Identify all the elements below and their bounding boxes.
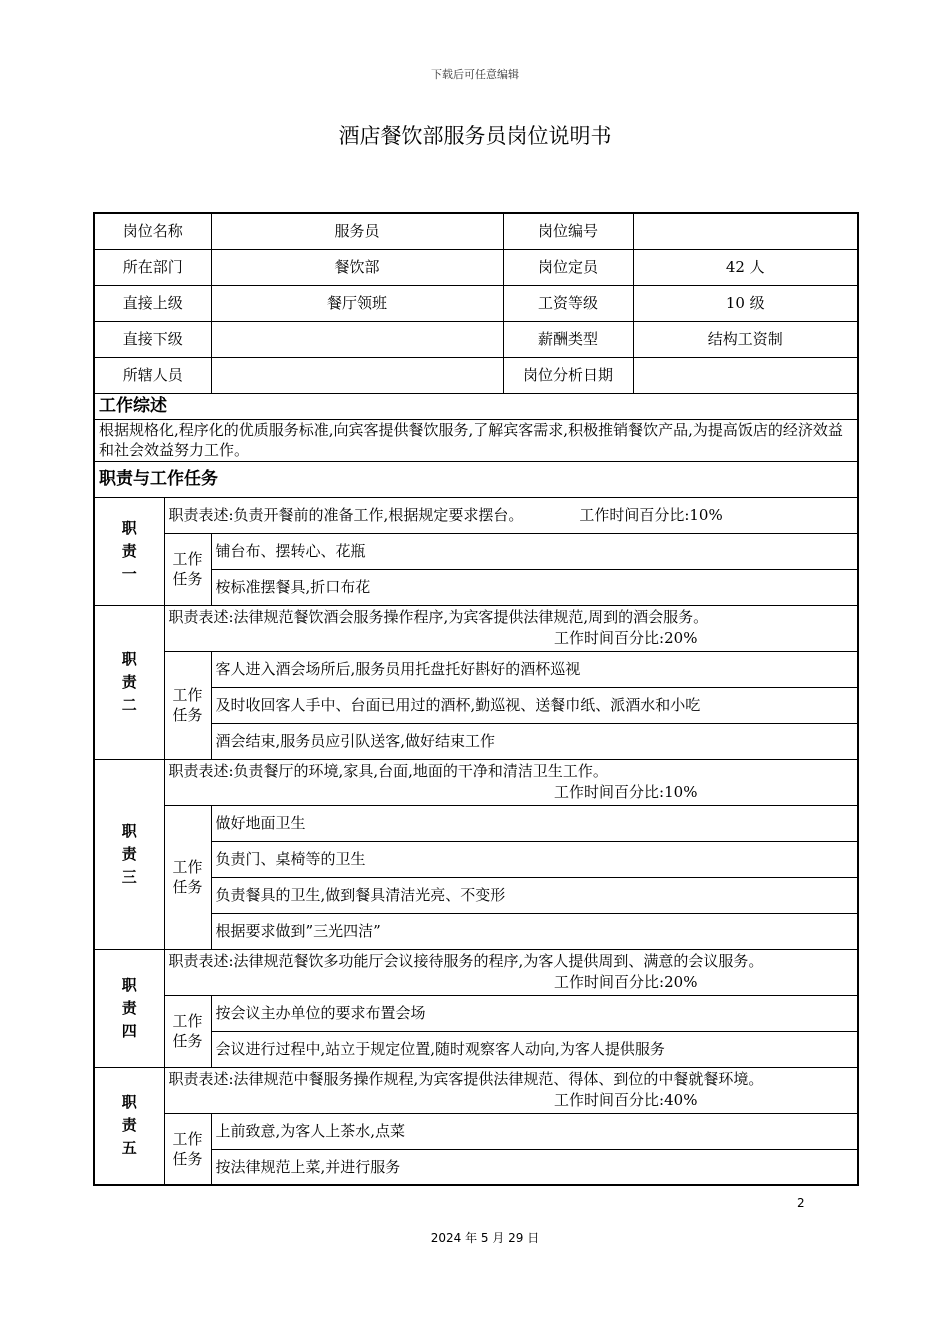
task-item: 上前致意,为客人上茶水,点菜 [211, 1113, 858, 1149]
duty-label: 职责一 [94, 497, 164, 605]
info-label: 岗位定员 [503, 249, 633, 285]
info-row [94, 285, 858, 321]
duty-description-row [94, 949, 858, 995]
duty-time-percent: 工作时间百分比:20% [554, 973, 698, 991]
duty-label: 职责二 [94, 605, 164, 759]
info-label: 岗位名称 [94, 213, 211, 249]
summary-text: 根据规格化,程序化的优质服务标准,向宾客提供餐饮服务,了解宾客需求,积极推销餐饮产品,为提高饭店的经济效益和社会效益努力工作。 [94, 419, 858, 461]
duties-heading: 职责与工作任务 [94, 461, 858, 497]
duty-description: 职责表述:法律规范餐饮酒会服务操作程序,为宾客提供法律规范,周到的酒会服务。 工作时间百分比:20% [164, 605, 858, 651]
task-item: 铺台布、摆转心、花瓶 [211, 533, 858, 569]
info-label: 薪酬类型 [503, 321, 633, 357]
info-label: 工资等级 [503, 285, 633, 321]
duty-description-row [94, 497, 858, 533]
info-value: 42 人 [633, 249, 858, 285]
task-item: 负责餐具的卫生,做到餐具清洁光亮、不变形 [211, 877, 858, 913]
info-value [633, 357, 858, 393]
job-description-table [93, 212, 859, 1186]
task-item: 根据要求做到”三光四洁” [211, 913, 858, 949]
page-number: 2 [797, 1196, 805, 1210]
task-item: 客人进入酒会场所后,服务员用托盘托好斟好的酒杯巡视 [211, 651, 858, 687]
info-row [94, 357, 858, 393]
footer-date: 2024 年 5 月 29 日 [430, 1231, 540, 1245]
info-row [94, 249, 858, 285]
task-item: 桉标准摆餐具,折口布花 [211, 569, 858, 605]
info-label: 岗位分析日期 [503, 357, 633, 393]
info-value [211, 321, 503, 357]
summary-heading: 工作综述 [94, 393, 858, 419]
task-item: 按法律规范上菜,并进行服务 [211, 1149, 858, 1185]
task-item: 会议进行过程中,站立于规定位置,随时观察客人动向,为客人提供服务 [211, 1031, 858, 1067]
info-value [211, 357, 503, 393]
duty-description-row [94, 759, 858, 805]
duty-label: 职责五 [94, 1067, 164, 1185]
task-item: 按会议主办单位的要求布置会场 [211, 995, 858, 1031]
info-row [94, 321, 858, 357]
duty-label: 职责三 [94, 759, 164, 949]
duty-description-row [94, 605, 858, 651]
info-value [633, 213, 858, 249]
duty-time-percent: 工作时间百分比:40% [554, 1091, 698, 1109]
info-value: 10 级 [633, 285, 858, 321]
info-row [94, 213, 858, 249]
info-value: 服务员 [211, 213, 503, 249]
task-row [94, 995, 858, 1031]
info-value: 结构工资制 [633, 321, 858, 357]
duty-description: 职责表述:负责餐厅的环境,家具,台面,地面的干净和清洁卫生工作。 工作时间百分比:10% [164, 759, 858, 805]
task-label: 工作任务 [164, 805, 211, 949]
task-row [94, 805, 858, 841]
info-label: 直接下级 [94, 321, 211, 357]
info-label: 所在部门 [94, 249, 211, 285]
duty-time-percent: 工作时间百分比:10% [554, 783, 698, 801]
duty-label: 职责四 [94, 949, 164, 1067]
info-value: 餐饮部 [211, 249, 503, 285]
duty-description-row [94, 1067, 858, 1113]
task-item: 酒会结束,服务员应引队送客,做好结束工作 [211, 723, 858, 759]
task-item: 负责门、桌椅等的卫生 [211, 841, 858, 877]
header-note: 下载后可任意编辑 [431, 68, 519, 81]
task-item: 做好地面卫生 [211, 805, 858, 841]
info-label: 直接上级 [94, 285, 211, 321]
document-title: 酒店餐饮部服务员岗位说明书 [338, 124, 612, 148]
task-label: 工作任务 [164, 651, 211, 759]
task-row [94, 1113, 858, 1149]
task-row [94, 651, 858, 687]
duty-description: 职责表述:负责开餐前的准备工作,根据规定要求摆台。 工作时间百分比:10% [164, 497, 858, 533]
task-label: 工作任务 [164, 995, 211, 1067]
info-label: 岗位编号 [503, 213, 633, 249]
duty-description: 职责表述:法律规范餐饮多功能厅会议接待服务的程序,为客人提供周到、满意的会议服务。 工作时间百分比:20% [164, 949, 858, 995]
task-label: 工作任务 [164, 1113, 211, 1185]
task-row [94, 533, 858, 569]
info-value: 餐厅领班 [211, 285, 503, 321]
info-label: 所辖人员 [94, 357, 211, 393]
task-item: 及时收回客人手中、台面已用过的酒杯,勤巡视、送餐巾纸、派酒水和小吃 [211, 687, 858, 723]
task-label: 工作任务 [164, 533, 211, 605]
duty-time-percent: 工作时间百分比:20% [554, 629, 698, 647]
duty-description: 职责表述:法律规范中餐服务操作规程,为宾客提供法律规范、得体、到位的中餐就餐环境。 工作时间百分比:40% [164, 1067, 858, 1113]
duty-time-percent: 工作时间百分比:10% [579, 506, 723, 524]
